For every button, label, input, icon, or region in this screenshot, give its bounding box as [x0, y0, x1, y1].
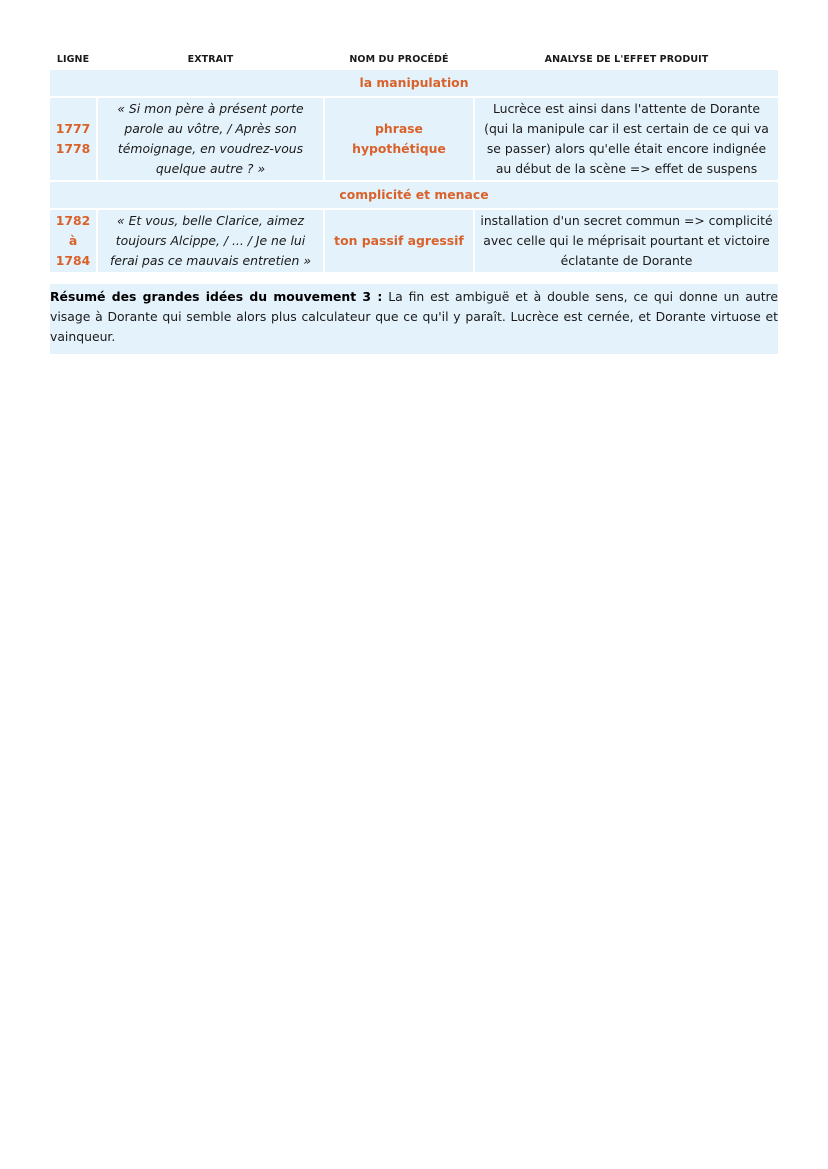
table-header-row: [50, 50, 778, 68]
header-analyse: ANALYSE DE L'EFFET PRODUIT: [475, 50, 778, 68]
line-number: à: [68, 233, 78, 248]
header-ligne: LIGNE: [50, 50, 96, 68]
header-procede: NOM DU PROCÉDÉ: [325, 50, 473, 68]
line-number: 1782: [55, 213, 91, 228]
analysis-table: [48, 48, 780, 274]
section-title-manipulation: la manipulation: [50, 70, 778, 96]
summary-block: [50, 284, 778, 354]
summary-text: La fin est ambiguë et à double sens, ce qui donne un autre visage à Dorante qui semble alors plus calculateur que ce qu'il y paraît. Lucrèce est cernée, et Dorante virtuose et vainqueur.: [50, 289, 778, 344]
section-title-complicite: complicité et menace: [50, 182, 778, 208]
section-row: [50, 182, 778, 208]
line-number: 1778: [55, 141, 91, 156]
summary-label: Résumé des grandes idées du mouvement 3 :: [50, 289, 383, 304]
extract-cell: « Si mon père à présent porte parole au vôtre, / Après son témoignage, en voudrez-vous quelque autre ? »: [98, 98, 323, 180]
line-number: 1777: [55, 121, 91, 136]
line-numbers: [50, 98, 96, 180]
procede-label: ton passif agressif: [334, 233, 464, 248]
procede-cell: [325, 98, 473, 180]
table-row: [50, 210, 778, 272]
extract-cell: « Et vous, belle Clarice, aimez toujours Alcippe, / ... / Je ne lui ferai pas ce mauvais entretien »: [98, 210, 323, 272]
header-extrait: EXTRAIT: [98, 50, 323, 68]
analysis-cell: installation d'un secret commun => complicité avec celle qui le méprisait pourtant et victoire éclatante de Dorante: [475, 210, 778, 272]
line-number: 1784: [55, 253, 91, 268]
page: [50, 48, 778, 354]
table-row: [50, 98, 778, 180]
procede-label: phrase hypothétique: [352, 121, 446, 156]
line-numbers: [50, 210, 96, 272]
analysis-cell: Lucrèce est ainsi dans l'attente de Dorante (qui la manipule car il est certain de ce qui va se passer) alors qu'elle était encore indignée au début de la scène => effet de suspens: [475, 98, 778, 180]
procede-cell: [325, 210, 473, 272]
section-row: [50, 70, 778, 96]
